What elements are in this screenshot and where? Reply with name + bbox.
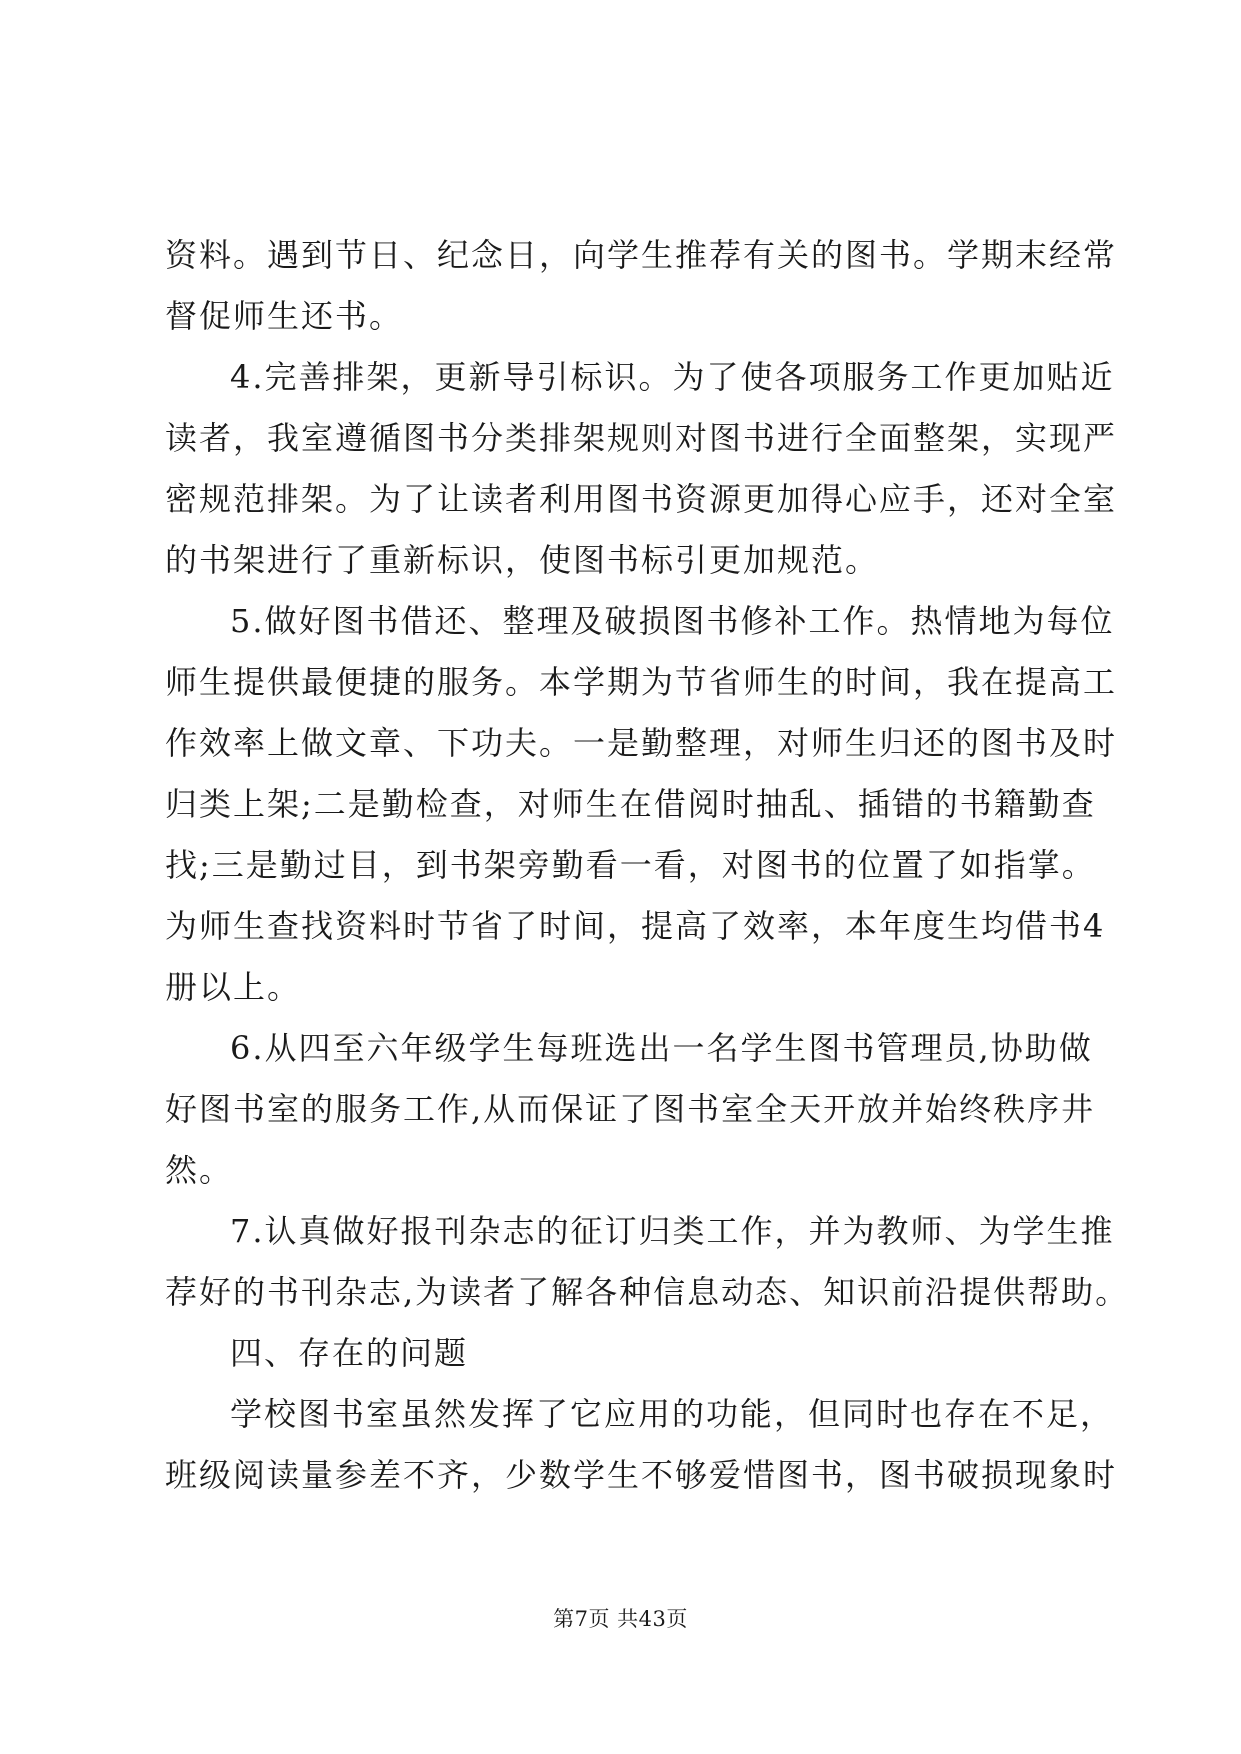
text-line: 然。 — [165, 1151, 234, 1189]
text-line: 荐好的书刊杂志,为读者了解各种信息动态、知识前沿提供帮助。 — [165, 1273, 1130, 1311]
text-line: 作效率上做文章、下功夫。一是勤整理，对师生归还的图书及时 — [165, 724, 1118, 762]
text-line: 5.做好图书借还、整理及破损图书修补工作。热情地为每位 — [230, 602, 1115, 640]
text-line: 的书架进行了重新标识，使图书标引更加规范。 — [165, 541, 880, 579]
page-footer: 第7页 共43页 — [553, 1607, 688, 1631]
text-line: 好图书室的服务工作,从而保证了图书室全天开放并始终秩序井 — [165, 1090, 1096, 1128]
text-line: 读者，我室遵循图书分类排架规则对图书进行全面整架，实现严 — [165, 419, 1118, 457]
text-line: 班级阅读量参差不齐，少数学生不够爱惜图书，图书破损现象时 — [165, 1456, 1118, 1494]
text-line: 找;三是勤过目，到书架旁勤看一看，对图书的位置了如指掌。 — [165, 846, 1096, 884]
text-line: 师生提供最便捷的服务。本学期为节省师生的时间，我在提高工 — [165, 663, 1118, 701]
section-heading: 四、存在的问题 — [230, 1334, 469, 1372]
text-line: 6.从四至六年级学生每班选出一名学生图书管理员,协助做 — [230, 1029, 1093, 1067]
text-line: 归类上架;二是勤检查，对师生在借阅时抽乱、插错的书籍勤查 — [165, 785, 1096, 823]
text-line: 资料。遇到节日、纪念日，向学生推荐有关的图书。学期末经常 — [165, 236, 1118, 274]
text-line: 7.认真做好报刊杂志的征订归类工作，并为教师、为学生推 — [230, 1212, 1115, 1250]
text-line: 密规范排架。为了让读者利用图书资源更加得心应手，还对全室 — [165, 480, 1118, 518]
text-line: 为师生查找资料时节省了时间，提高了效率，本年度生均借书4 — [165, 907, 1106, 945]
text-line: 4.完善排架，更新导引标识。为了使各项服务工作更加贴近 — [230, 358, 1115, 396]
text-line: 册以上。 — [165, 968, 302, 1006]
text-line: 学校图书室虽然发挥了它应用的功能，但同时也存在不足， — [230, 1395, 1115, 1433]
text-line: 督促师生还书。 — [165, 297, 404, 335]
